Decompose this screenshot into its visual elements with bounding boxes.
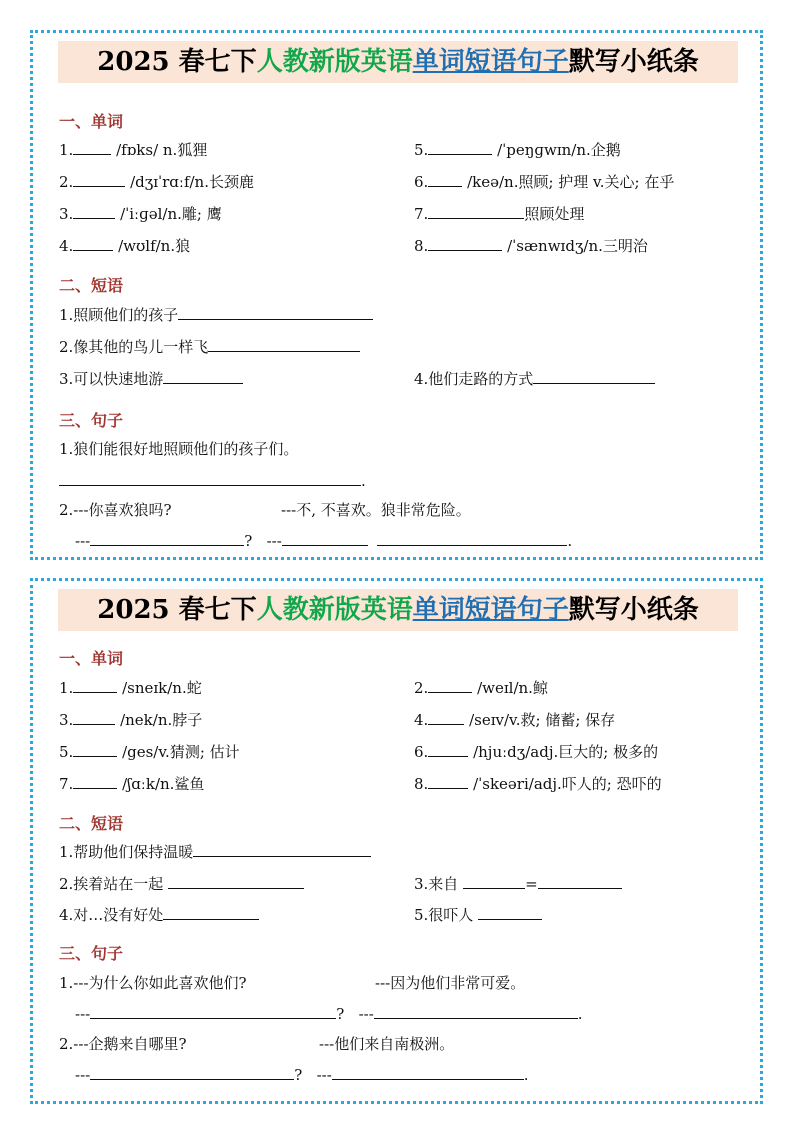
answer-blank[interactable] (428, 204, 524, 219)
dictation-card-1 (30, 30, 763, 560)
answer-blank[interactable] (163, 369, 243, 384)
answer-blank[interactable] (428, 236, 502, 251)
phrase-item: 4.对…没有好处 (59, 905, 259, 925)
word-item: 7. /ʃɑːk/n.鲨鱼 (59, 775, 205, 793)
section-words-heading: 一、单词 (59, 112, 124, 131)
sentence-prompt: ---他们来自南极洲。 (319, 1035, 455, 1053)
phrase-item: 3.可以快速地游 (59, 369, 243, 389)
word-item: 2. /dʒɪˈrɑːf/n.长颈鹿 (59, 173, 254, 191)
answer-blank[interactable] (428, 140, 492, 155)
sentence-prompt: ---因为他们非常可爱。 (375, 974, 526, 992)
answer-blank[interactable] (73, 236, 113, 251)
answer-blank[interactable] (282, 531, 368, 546)
phrase-item: 5.很吓人 (414, 905, 542, 925)
section-words-heading: 一、单词 (59, 649, 124, 668)
word-item: 8. /ˈsænwɪdʒ/n.三明治 (414, 237, 648, 255)
answer-blank[interactable] (428, 742, 468, 757)
answer-blank[interactable] (428, 172, 462, 187)
dictation-card-2 (30, 578, 763, 1104)
word-item: 5. /ˈpeŋɡwɪn/n.企鹅 (414, 141, 621, 159)
answer-blank[interactable] (193, 842, 371, 857)
answer-blank[interactable] (374, 1004, 578, 1019)
answer-blank[interactable] (463, 874, 525, 889)
word-item: 2. /weɪl/n.鲸 (414, 679, 548, 697)
answer-blank[interactable] (208, 337, 360, 352)
answer-blank[interactable] (428, 678, 472, 693)
sentence-prompt: ---不, 不喜欢。狼非常危险。 (281, 501, 471, 519)
answer-blank[interactable] (377, 531, 567, 546)
sentence-prompt: 2.---你喜欢狼吗? (59, 501, 172, 519)
phrase-item: 1.帮助他们保持温暖 (59, 842, 371, 862)
phrase-item: 2.挨着站在一起 (59, 874, 304, 894)
sentence-answer-line: --- ? --- . (75, 1066, 529, 1084)
answer-blank[interactable] (90, 1065, 294, 1080)
answer-blank[interactable] (73, 774, 117, 789)
word-item: 6. /keə/n.照顾; 护理 v.关心; 在乎 (414, 173, 675, 191)
sentence-answer-line: --- ? --- . (75, 532, 573, 550)
word-item: 4. /seɪv/v.救; 储蓄; 保存 (414, 711, 616, 729)
answer-blank[interactable] (168, 874, 304, 889)
word-item: 7. 照顾处理 (414, 205, 585, 223)
answer-blank[interactable] (178, 305, 373, 320)
section-phrases-heading: 二、短语 (59, 814, 124, 833)
phrase-item: 1.照顾他们的孩子 (59, 305, 373, 325)
sentence-prompt: 2.---企鹅来自哪里? (59, 1035, 187, 1053)
word-item: 5. /ges/v.猜测; 估计 (59, 743, 240, 761)
word-item: 1. /fɒks/ n.狐狸 (59, 141, 208, 159)
answer-blank[interactable] (332, 1065, 524, 1080)
answer-blank[interactable] (59, 471, 361, 486)
answer-blank[interactable] (90, 531, 244, 546)
card-title: 2025 春七下人教新版英语单词短语句子默写小纸条 (58, 589, 738, 631)
sentence-prompt: 1.---为什么你如此喜欢他们? (59, 974, 247, 992)
word-item: 8. /ˈskeəri/adj.吓人的; 恐吓的 (414, 775, 662, 793)
answer-blank[interactable] (73, 204, 115, 219)
answer-blank[interactable] (533, 369, 655, 384)
answer-blank[interactable] (90, 1004, 336, 1019)
section-phrases-heading: 二、短语 (59, 276, 124, 295)
answer-blank[interactable] (428, 710, 464, 725)
word-item: 4. /wʊlf/n.狼 (59, 237, 191, 255)
answer-blank[interactable] (163, 905, 259, 920)
answer-blank[interactable] (538, 874, 622, 889)
sentence-answer-line: --- ? --- . (75, 1005, 583, 1023)
phrase-item: 4.他们走路的方式 (414, 369, 655, 389)
sentence-answer-line: . (59, 471, 366, 491)
answer-blank[interactable] (73, 710, 115, 725)
card-title: 2025 春七下人教新版英语单词短语句子默写小纸条 (58, 41, 738, 83)
phrase-item: 2.像其他的鸟儿一样飞 (59, 337, 360, 357)
word-item: 3. /ˈiːɡəl/n.雕; 鹰 (59, 205, 222, 223)
answer-blank[interactable] (73, 742, 117, 757)
word-item: 1. /sneɪk/n.蛇 (59, 679, 202, 697)
section-sentences-heading: 三、句子 (59, 944, 124, 963)
section-sentences-heading: 三、句子 (59, 411, 124, 430)
answer-blank[interactable] (428, 774, 468, 789)
answer-blank[interactable] (73, 172, 125, 187)
answer-blank[interactable] (73, 140, 111, 155)
word-item: 3. /nek/n.脖子 (59, 711, 203, 729)
word-item: 6. /hjuːdʒ/adj.巨大的; 极多的 (414, 743, 659, 761)
sentence-prompt: 1.狼们能很好地照顾他们的孩子们。 (59, 440, 299, 458)
answer-blank[interactable] (73, 678, 117, 693)
answer-blank[interactable] (478, 905, 542, 920)
phrase-item: 3.来自 = (414, 874, 622, 894)
